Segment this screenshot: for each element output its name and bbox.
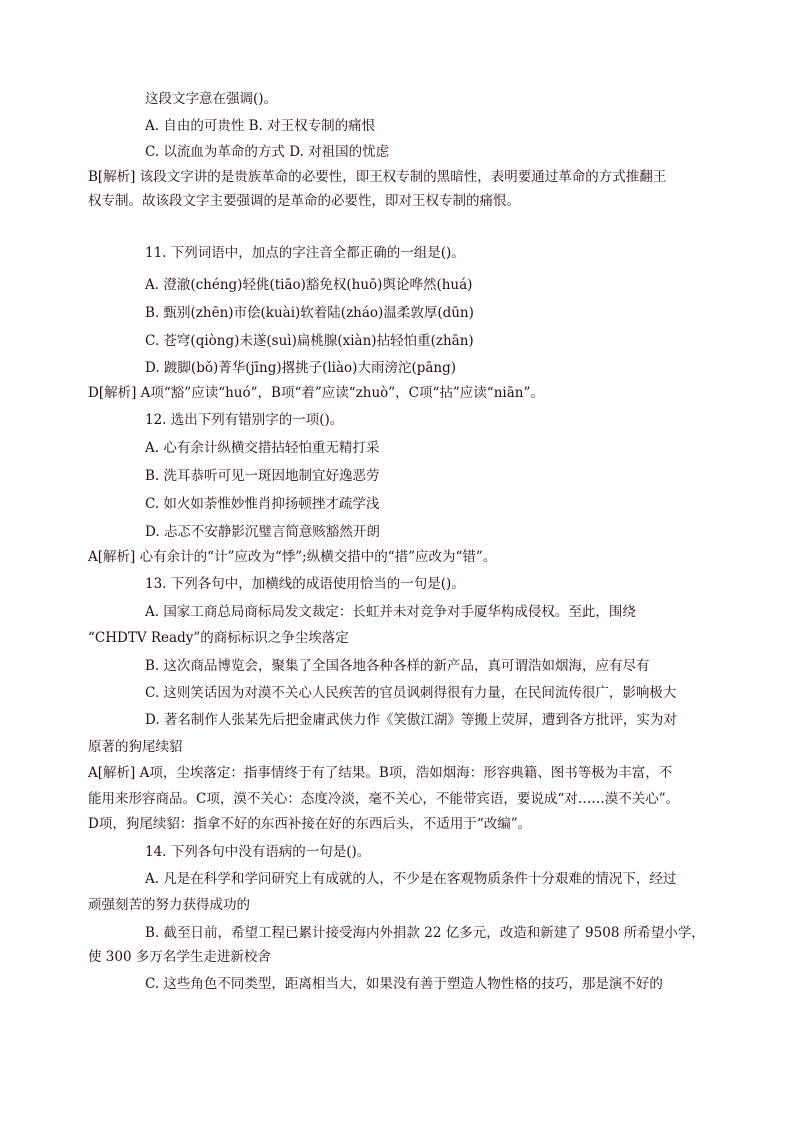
option-a-cont: “CHDTV Ready”的商标标识之争尘埃落定	[88, 630, 349, 646]
option-a: A. 澄澈(chéng)轻佻(tiāo)豁免权(huō)舆论哗然(huá)	[145, 277, 473, 293]
analysis-text: D[解析] A项“豁”应读“huó”，B项“着”应读“zhuò”，C项“拈”应读“niān”。	[88, 385, 544, 401]
question-stem: 13. 下列各句中，加横线的成语使用恰当的一句是()。	[145, 576, 465, 592]
option-a-cont: 顽强刻苦的努力获得成功的	[88, 897, 250, 913]
option-d: D. 踱脚(bǒ)菁华(jīng)撂挑子(liào)大雨滂沱(pāng)	[145, 360, 457, 376]
analysis-text: B[解析] 该段文字讲的是贵族革命的必要性，即王权专制的黑暗性，表明要通过革命的方式推翻王	[88, 169, 667, 185]
question-stem: 这段文字意在强调()。	[145, 91, 278, 107]
option-d: D. 著名制作人张某先后把金庸武侠力作《笑傲江湖》等搬上荧屏，遭到各方批评，实为对	[145, 712, 677, 728]
option-a: A. 国家工商总局商标局发文裁定：长虹并未对竞争对手厦华构成侵权。至此，围绕	[145, 604, 636, 620]
option-c: C. 如火如荼惟妙惟肖抑扬顿挫才疏学浅	[145, 496, 380, 512]
analysis-text: A[解析] A项，尘埃落定：指事情终于有了结果。B项，浩如烟海：形容典籍、图书等极为丰富，不	[88, 765, 673, 781]
option-c: C. 这些角色不同类型，距离相当大，如果没有善于塑造人物性格的技巧，那是演不好的	[145, 976, 663, 992]
option-a: A. 凡是在科学和学问研究上有成就的人，不少是在客观物质条件十分艰难的情况下，经过	[145, 871, 677, 887]
analysis-text: 能用来形容商品。C项，漠不关心：态度冷淡，毫不关心，不能带宾语，要说成“对……漠不关心”。	[88, 791, 680, 807]
option-line: A. 自由的可贵性 B. 对王权专制的痛恨	[145, 118, 376, 134]
option-b-cont: 使 300 多万名学生走进新校舍	[88, 949, 271, 965]
option-c: C. 苍穹(qiòng)未遂(suì)扁桃腺(xiàn)拈轻怕重(zhān)	[145, 333, 474, 349]
option-d-cont: 原著的狗尾续貂	[88, 739, 183, 755]
analysis-text: A[解析] 心有余计的“计”应改为“悸”;纵横交措中的“措”应改为“错”。	[88, 549, 497, 565]
analysis-text: D项，狗尾续貂：指拿不好的东西补接在好的东西后头，不适用于“改编”。	[88, 816, 532, 832]
option-b: B. 这次商品博览会，聚集了全国各地各种各样的新产品，真可谓浩如烟海，应有尽有	[145, 658, 650, 674]
analysis-text: 权专制。故该段文字主要强调的是革命的必要性，即对王权专制的痛恨。	[88, 193, 520, 209]
option-b: B. 洗耳恭听可见一斑因地制宜好逸恶劳	[145, 468, 380, 484]
question-stem: 14. 下列各句中没有语病的一句是()。	[145, 844, 371, 860]
option-d: D. 忐忑不安静影沉璧言简意赅豁然开朗	[145, 524, 380, 540]
question-stem: 11. 下列词语中，加点的字注音全都正确的一组是()。	[145, 245, 465, 261]
option-line: C. 以流血为革命的方式 D. 对祖国的忧虑	[145, 144, 390, 160]
option-a: A. 心有余计纵横交措拈轻怕重无精打采	[145, 440, 380, 456]
option-b: B. 截至日前，希望工程已累计接受海内外捐款 22 亿多元，改造和新建了 9508 所希望小学，	[145, 925, 705, 941]
question-stem: 12. 选出下列有错别字的一项()。	[145, 412, 344, 428]
option-b: B. 甄别(zhēn)市侩(kuài)软着陆(zháo)温柔敦厚(dūn)	[145, 305, 474, 321]
option-c: C. 这则笑话因为对漠不关心人民疾苦的官员讽刺得很有力量，在民间流传很广，影响极大	[145, 685, 677, 701]
